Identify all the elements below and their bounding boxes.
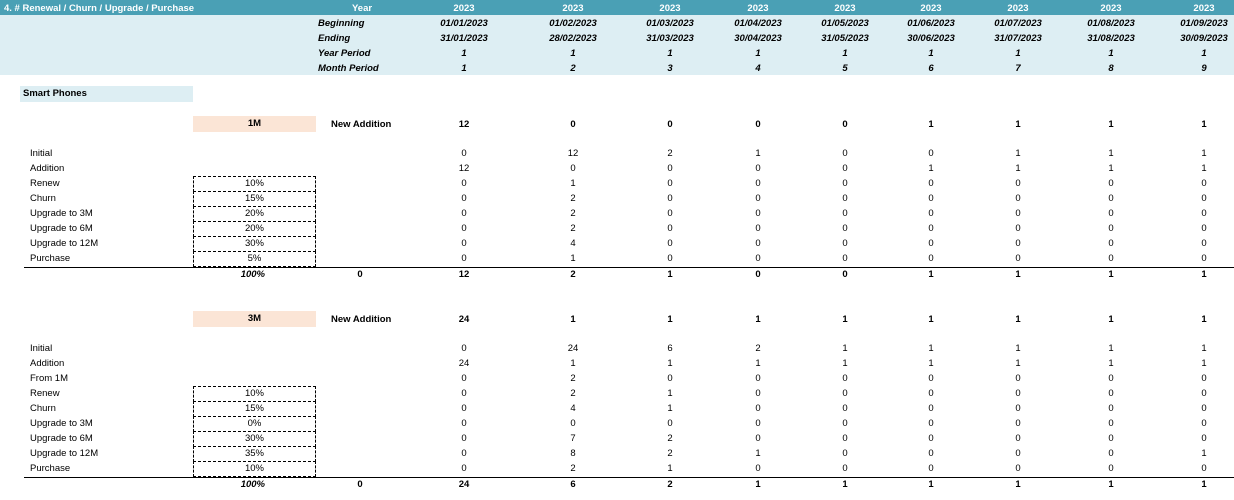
new-addition-cell: 1: [928, 119, 934, 130]
month-period-cell: 9: [1201, 63, 1207, 74]
month-period-cell: 2: [570, 63, 576, 74]
rate-input[interactable]: 0%: [193, 416, 316, 432]
row-label: Purchase: [30, 253, 71, 264]
value-cell: 0: [461, 238, 467, 249]
year-cell: 2023: [747, 3, 769, 14]
year-period-cell: 1: [928, 48, 934, 59]
value-cell: 0: [667, 418, 673, 429]
row-label: Upgrade to 3M: [30, 208, 93, 219]
value-cell: 0: [755, 223, 761, 234]
total-cell: 6: [570, 479, 576, 490]
value-cell: 0: [842, 448, 848, 459]
year-cell: 2023: [562, 3, 584, 14]
value-cell: 0: [1015, 238, 1021, 249]
beginning-date-cell: 01/05/2023: [821, 18, 869, 29]
value-cell: 4: [570, 238, 576, 249]
value-cell: 1: [1108, 163, 1114, 174]
value-cell: 12: [458, 163, 470, 174]
value-cell: 0: [1108, 238, 1114, 249]
value-cell: 1: [1201, 448, 1207, 459]
plan-label: 3M: [193, 311, 316, 327]
value-cell: 0: [755, 403, 761, 414]
row-label: Upgrade to 6M: [30, 223, 93, 234]
year-cell: 2023: [920, 3, 942, 14]
value-cell: 0: [667, 208, 673, 219]
value-cell: 0: [928, 178, 934, 189]
value-cell: 0: [755, 433, 761, 444]
new-addition-cell: 1: [842, 314, 848, 325]
value-cell: 1: [1015, 148, 1021, 159]
value-cell: 0: [667, 163, 673, 174]
value-cell: 0: [1108, 418, 1114, 429]
value-cell: 0: [461, 208, 467, 219]
value-cell: 8: [570, 448, 576, 459]
new-addition-label: New Addition: [331, 119, 392, 130]
new-addition-cell: 1: [1201, 314, 1207, 325]
value-cell: 1: [667, 388, 673, 399]
row-label: From 1M: [30, 373, 68, 384]
month-period-cell: 4: [755, 63, 761, 74]
value-cell: 2: [667, 148, 673, 159]
value-cell: 0: [1201, 193, 1207, 204]
value-cell: 2: [570, 373, 576, 384]
value-cell: 0: [667, 253, 673, 264]
value-cell: 0: [928, 388, 934, 399]
value-cell: 1: [570, 253, 576, 264]
total-cell: 1: [928, 479, 934, 490]
value-cell: 1: [570, 178, 576, 189]
year-period-cell: 1: [1201, 48, 1207, 59]
value-cell: 1: [755, 148, 761, 159]
value-cell: 0: [1015, 418, 1021, 429]
year-period-cell: 1: [1015, 48, 1021, 59]
month-period-label: Month Period: [318, 63, 379, 74]
value-cell: 1: [1201, 358, 1207, 369]
row-label: Churn: [30, 193, 56, 204]
beginning-date-cell: 01/09/2023: [1180, 18, 1228, 29]
new-addition-cell: 1: [1015, 119, 1021, 130]
year-period-cell: 1: [842, 48, 848, 59]
value-cell: 0: [1015, 208, 1021, 219]
value-cell: 2: [570, 463, 576, 474]
value-cell: 0: [842, 163, 848, 174]
total-cell: 24: [458, 479, 470, 490]
row-label: Churn: [30, 403, 56, 414]
value-cell: 1: [1201, 343, 1207, 354]
value-cell: 1: [842, 358, 848, 369]
value-cell: 0: [928, 208, 934, 219]
value-cell: 0: [928, 448, 934, 459]
ending-date-cell: 31/03/2023: [646, 33, 694, 44]
ending-date-cell: 31/01/2023: [440, 33, 488, 44]
value-cell: 0: [1108, 448, 1114, 459]
value-cell: 1: [755, 448, 761, 459]
value-cell: 0: [928, 403, 934, 414]
value-cell: 1: [1015, 163, 1021, 174]
new-addition-cell: 1: [1015, 314, 1021, 325]
new-addition-cell: 1: [667, 314, 673, 325]
ending-date-cell: 30/09/2023: [1180, 33, 1228, 44]
value-cell: 0: [1201, 403, 1207, 414]
value-cell: 0: [755, 238, 761, 249]
value-cell: 0: [1015, 178, 1021, 189]
year-cell: 2023: [1193, 3, 1215, 14]
value-cell: 0: [755, 163, 761, 174]
beginning-date-cell: 01/08/2023: [1087, 18, 1135, 29]
value-cell: 0: [1015, 223, 1021, 234]
year-period-cell: 1: [1108, 48, 1114, 59]
ending-date-cell: 28/02/2023: [549, 33, 597, 44]
value-cell: 1: [1108, 358, 1114, 369]
total-zero-cell: 0: [357, 269, 363, 280]
value-cell: 6: [667, 343, 673, 354]
new-addition-cell: 0: [570, 119, 576, 130]
value-cell: 1: [667, 358, 673, 369]
total-cell: 0: [842, 269, 848, 280]
month-period-cell: 6: [928, 63, 934, 74]
value-cell: 0: [1108, 433, 1114, 444]
value-cell: 0: [1015, 253, 1021, 264]
row-label: Upgrade to 12M: [30, 238, 99, 249]
value-cell: 1: [928, 343, 934, 354]
total-cell: 1: [1201, 269, 1207, 280]
year-period-cell: 1: [667, 48, 673, 59]
row-label: Renew: [30, 178, 60, 189]
value-cell: 0: [1201, 418, 1207, 429]
value-cell: 0: [842, 373, 848, 384]
beginning-date-cell: 01/02/2023: [549, 18, 597, 29]
year-period-cell: 1: [461, 48, 467, 59]
value-cell: 0: [461, 253, 467, 264]
value-cell: 0: [1108, 223, 1114, 234]
rate-input[interactable]: 30%: [193, 431, 316, 447]
value-cell: 0: [928, 223, 934, 234]
beginning-date-cell: 01/07/2023: [994, 18, 1042, 29]
value-cell: 0: [667, 193, 673, 204]
beginning-label: Beginning: [318, 18, 365, 29]
total-cell: 1: [1201, 479, 1207, 490]
rate-input[interactable]: 15%: [193, 191, 316, 207]
value-cell: 0: [1201, 178, 1207, 189]
value-cell: 0: [1201, 373, 1207, 384]
value-cell: 0: [461, 178, 467, 189]
value-cell: 0: [1201, 433, 1207, 444]
value-cell: 0: [842, 238, 848, 249]
value-cell: 0: [1201, 238, 1207, 249]
value-cell: 24: [567, 343, 579, 354]
value-cell: 0: [667, 223, 673, 234]
new-addition-label: New Addition: [331, 314, 392, 325]
value-cell: 0: [1201, 223, 1207, 234]
year-label: Year: [352, 3, 373, 14]
value-cell: 0: [461, 223, 467, 234]
value-cell: 0: [755, 388, 761, 399]
month-period-cell: 1: [461, 63, 467, 74]
value-cell: 0: [842, 148, 848, 159]
value-cell: 0: [928, 463, 934, 474]
value-cell: 0: [928, 148, 934, 159]
sheet-title: 4. # Renewal / Churn / Upgrade / Purchase: [4, 3, 195, 14]
value-cell: 0: [755, 253, 761, 264]
new-addition-cell: 24: [458, 314, 470, 325]
total-cell: 1: [755, 479, 761, 490]
year-cell: 2023: [834, 3, 856, 14]
value-cell: 0: [842, 418, 848, 429]
total-cell: 1: [1015, 269, 1021, 280]
row-label: Upgrade to 12M: [30, 448, 99, 459]
month-period-cell: 3: [667, 63, 673, 74]
rate-input[interactable]: 35%: [193, 446, 316, 462]
new-addition-cell: 0: [755, 119, 761, 130]
value-cell: 0: [928, 418, 934, 429]
value-cell: 1: [1108, 148, 1114, 159]
total-cell: 2: [570, 269, 576, 280]
section-title: Smart Phones: [20, 86, 193, 102]
value-cell: 0: [928, 193, 934, 204]
row-label: Purchase: [30, 463, 71, 474]
value-cell: 1: [842, 343, 848, 354]
value-cell: 0: [755, 193, 761, 204]
row-label: Initial: [30, 148, 53, 159]
value-cell: 0: [667, 373, 673, 384]
value-cell: 24: [458, 358, 470, 369]
beginning-date-cell: 01/06/2023: [907, 18, 955, 29]
value-cell: 0: [1201, 388, 1207, 399]
value-cell: 0: [842, 193, 848, 204]
ending-date-cell: 30/04/2023: [734, 33, 782, 44]
value-cell: 1: [1015, 343, 1021, 354]
row-label: Upgrade to 3M: [30, 418, 93, 429]
value-cell: 2: [570, 208, 576, 219]
ending-label: Ending: [318, 33, 351, 44]
new-addition-cell: 1: [570, 314, 576, 325]
value-cell: 0: [461, 148, 467, 159]
new-addition-cell: 1: [755, 314, 761, 325]
value-cell: 0: [461, 403, 467, 414]
value-cell: 0: [842, 253, 848, 264]
rate-input[interactable]: 5%: [193, 251, 316, 267]
value-cell: 0: [1015, 403, 1021, 414]
value-cell: 0: [842, 178, 848, 189]
row-label: Initial: [30, 343, 53, 354]
ending-date-cell: 30/06/2023: [907, 33, 955, 44]
value-cell: 0: [1108, 178, 1114, 189]
value-cell: 0: [1108, 193, 1114, 204]
beginning-date-cell: 01/04/2023: [734, 18, 782, 29]
month-period-cell: 7: [1015, 63, 1021, 74]
value-cell: 0: [928, 373, 934, 384]
total-cell: 2: [667, 479, 673, 490]
value-cell: 1: [1201, 163, 1207, 174]
row-label: Addition: [30, 163, 65, 174]
value-cell: 0: [1015, 448, 1021, 459]
value-cell: 0: [842, 208, 848, 219]
value-cell: 0: [755, 373, 761, 384]
beginning-date-cell: 01/03/2023: [646, 18, 694, 29]
beginning-date-cell: 01/01/2023: [440, 18, 488, 29]
value-cell: 0: [461, 448, 467, 459]
value-cell: 1: [1201, 148, 1207, 159]
total-percent: 100%: [240, 479, 265, 490]
year-cell: 2023: [1100, 3, 1122, 14]
value-cell: 0: [1201, 463, 1207, 474]
ending-date-cell: 31/07/2023: [994, 33, 1042, 44]
rate-input[interactable]: 10%: [193, 386, 316, 402]
value-cell: 0: [755, 178, 761, 189]
row-label: Addition: [30, 358, 65, 369]
value-cell: 0: [1108, 373, 1114, 384]
value-cell: 0: [461, 343, 467, 354]
total-cell: 1: [1015, 479, 1021, 490]
value-cell: 1: [928, 358, 934, 369]
value-cell: 0: [461, 463, 467, 474]
new-addition-cell: 0: [842, 119, 848, 130]
total-cell: 1: [1108, 269, 1114, 280]
rate-input[interactable]: 30%: [193, 236, 316, 252]
value-cell: 0: [1015, 463, 1021, 474]
year-cell: 2023: [659, 3, 681, 14]
ending-date-cell: 31/08/2023: [1087, 33, 1135, 44]
value-cell: 0: [461, 388, 467, 399]
value-cell: 0: [1201, 253, 1207, 264]
total-cell: 1: [842, 479, 848, 490]
new-addition-cell: 1: [1201, 119, 1207, 130]
value-cell: 0: [755, 463, 761, 474]
value-cell: 12: [567, 148, 579, 159]
value-cell: 2: [570, 388, 576, 399]
value-cell: 2: [667, 433, 673, 444]
value-cell: 1: [570, 358, 576, 369]
value-cell: 1: [667, 403, 673, 414]
value-cell: 0: [667, 238, 673, 249]
value-cell: 0: [1015, 388, 1021, 399]
value-cell: 0: [570, 418, 576, 429]
rate-input[interactable]: 20%: [193, 221, 316, 237]
rate-input[interactable]: 10%: [193, 176, 316, 192]
value-cell: 0: [755, 208, 761, 219]
year-period-label: Year Period: [318, 48, 371, 59]
value-cell: 0: [1015, 373, 1021, 384]
ending-date-cell: 31/05/2023: [821, 33, 869, 44]
value-cell: 0: [461, 373, 467, 384]
year-cell: 2023: [453, 3, 475, 14]
new-addition-cell: 1: [928, 314, 934, 325]
year-cell: 2023: [1007, 3, 1029, 14]
value-cell: 4: [570, 403, 576, 414]
value-cell: 7: [570, 433, 576, 444]
value-cell: 0: [461, 418, 467, 429]
value-cell: 0: [570, 163, 576, 174]
year-period-cell: 1: [570, 48, 576, 59]
value-cell: 0: [461, 193, 467, 204]
value-cell: 0: [667, 178, 673, 189]
value-cell: 0: [842, 403, 848, 414]
total-cell: 0: [755, 269, 761, 280]
row-label: Renew: [30, 388, 60, 399]
value-cell: 0: [928, 253, 934, 264]
new-addition-cell: 0: [667, 119, 673, 130]
value-cell: 1: [1015, 358, 1021, 369]
value-cell: 0: [1015, 193, 1021, 204]
value-cell: 0: [1108, 253, 1114, 264]
value-cell: 0: [461, 433, 467, 444]
value-cell: 0: [842, 388, 848, 399]
month-period-cell: 8: [1108, 63, 1114, 74]
total-percent: 100%: [240, 269, 265, 280]
total-cell: 1: [1108, 479, 1114, 490]
rate-input[interactable]: 15%: [193, 401, 316, 417]
value-cell: 0: [1108, 388, 1114, 399]
value-cell: 0: [1108, 463, 1114, 474]
rate-input[interactable]: 10%: [193, 461, 316, 477]
value-cell: 2: [755, 343, 761, 354]
year-period-cell: 1: [755, 48, 761, 59]
value-cell: 0: [1108, 403, 1114, 414]
value-cell: 0: [755, 418, 761, 429]
total-cell: 1: [928, 269, 934, 280]
plan-label: 1M: [193, 116, 316, 132]
value-cell: 0: [928, 238, 934, 249]
month-period-cell: 5: [842, 63, 848, 74]
total-cell: 1: [667, 269, 673, 280]
total-zero-cell: 0: [357, 479, 363, 490]
total-cell: 12: [458, 269, 470, 280]
new-addition-cell: 1: [1108, 119, 1114, 130]
new-addition-cell: 12: [458, 119, 470, 130]
rate-input[interactable]: 20%: [193, 206, 316, 222]
value-cell: 0: [842, 433, 848, 444]
value-cell: 0: [842, 463, 848, 474]
value-cell: 1: [1108, 343, 1114, 354]
value-cell: 2: [667, 448, 673, 459]
value-cell: 1: [667, 463, 673, 474]
value-cell: 0: [1015, 433, 1021, 444]
value-cell: 0: [1108, 208, 1114, 219]
row-label: Upgrade to 6M: [30, 433, 93, 444]
value-cell: 0: [928, 433, 934, 444]
new-addition-cell: 1: [1108, 314, 1114, 325]
value-cell: 2: [570, 223, 576, 234]
value-cell: 0: [1201, 208, 1207, 219]
value-cell: 0: [842, 223, 848, 234]
value-cell: 1: [928, 163, 934, 174]
value-cell: 1: [755, 358, 761, 369]
value-cell: 2: [570, 193, 576, 204]
